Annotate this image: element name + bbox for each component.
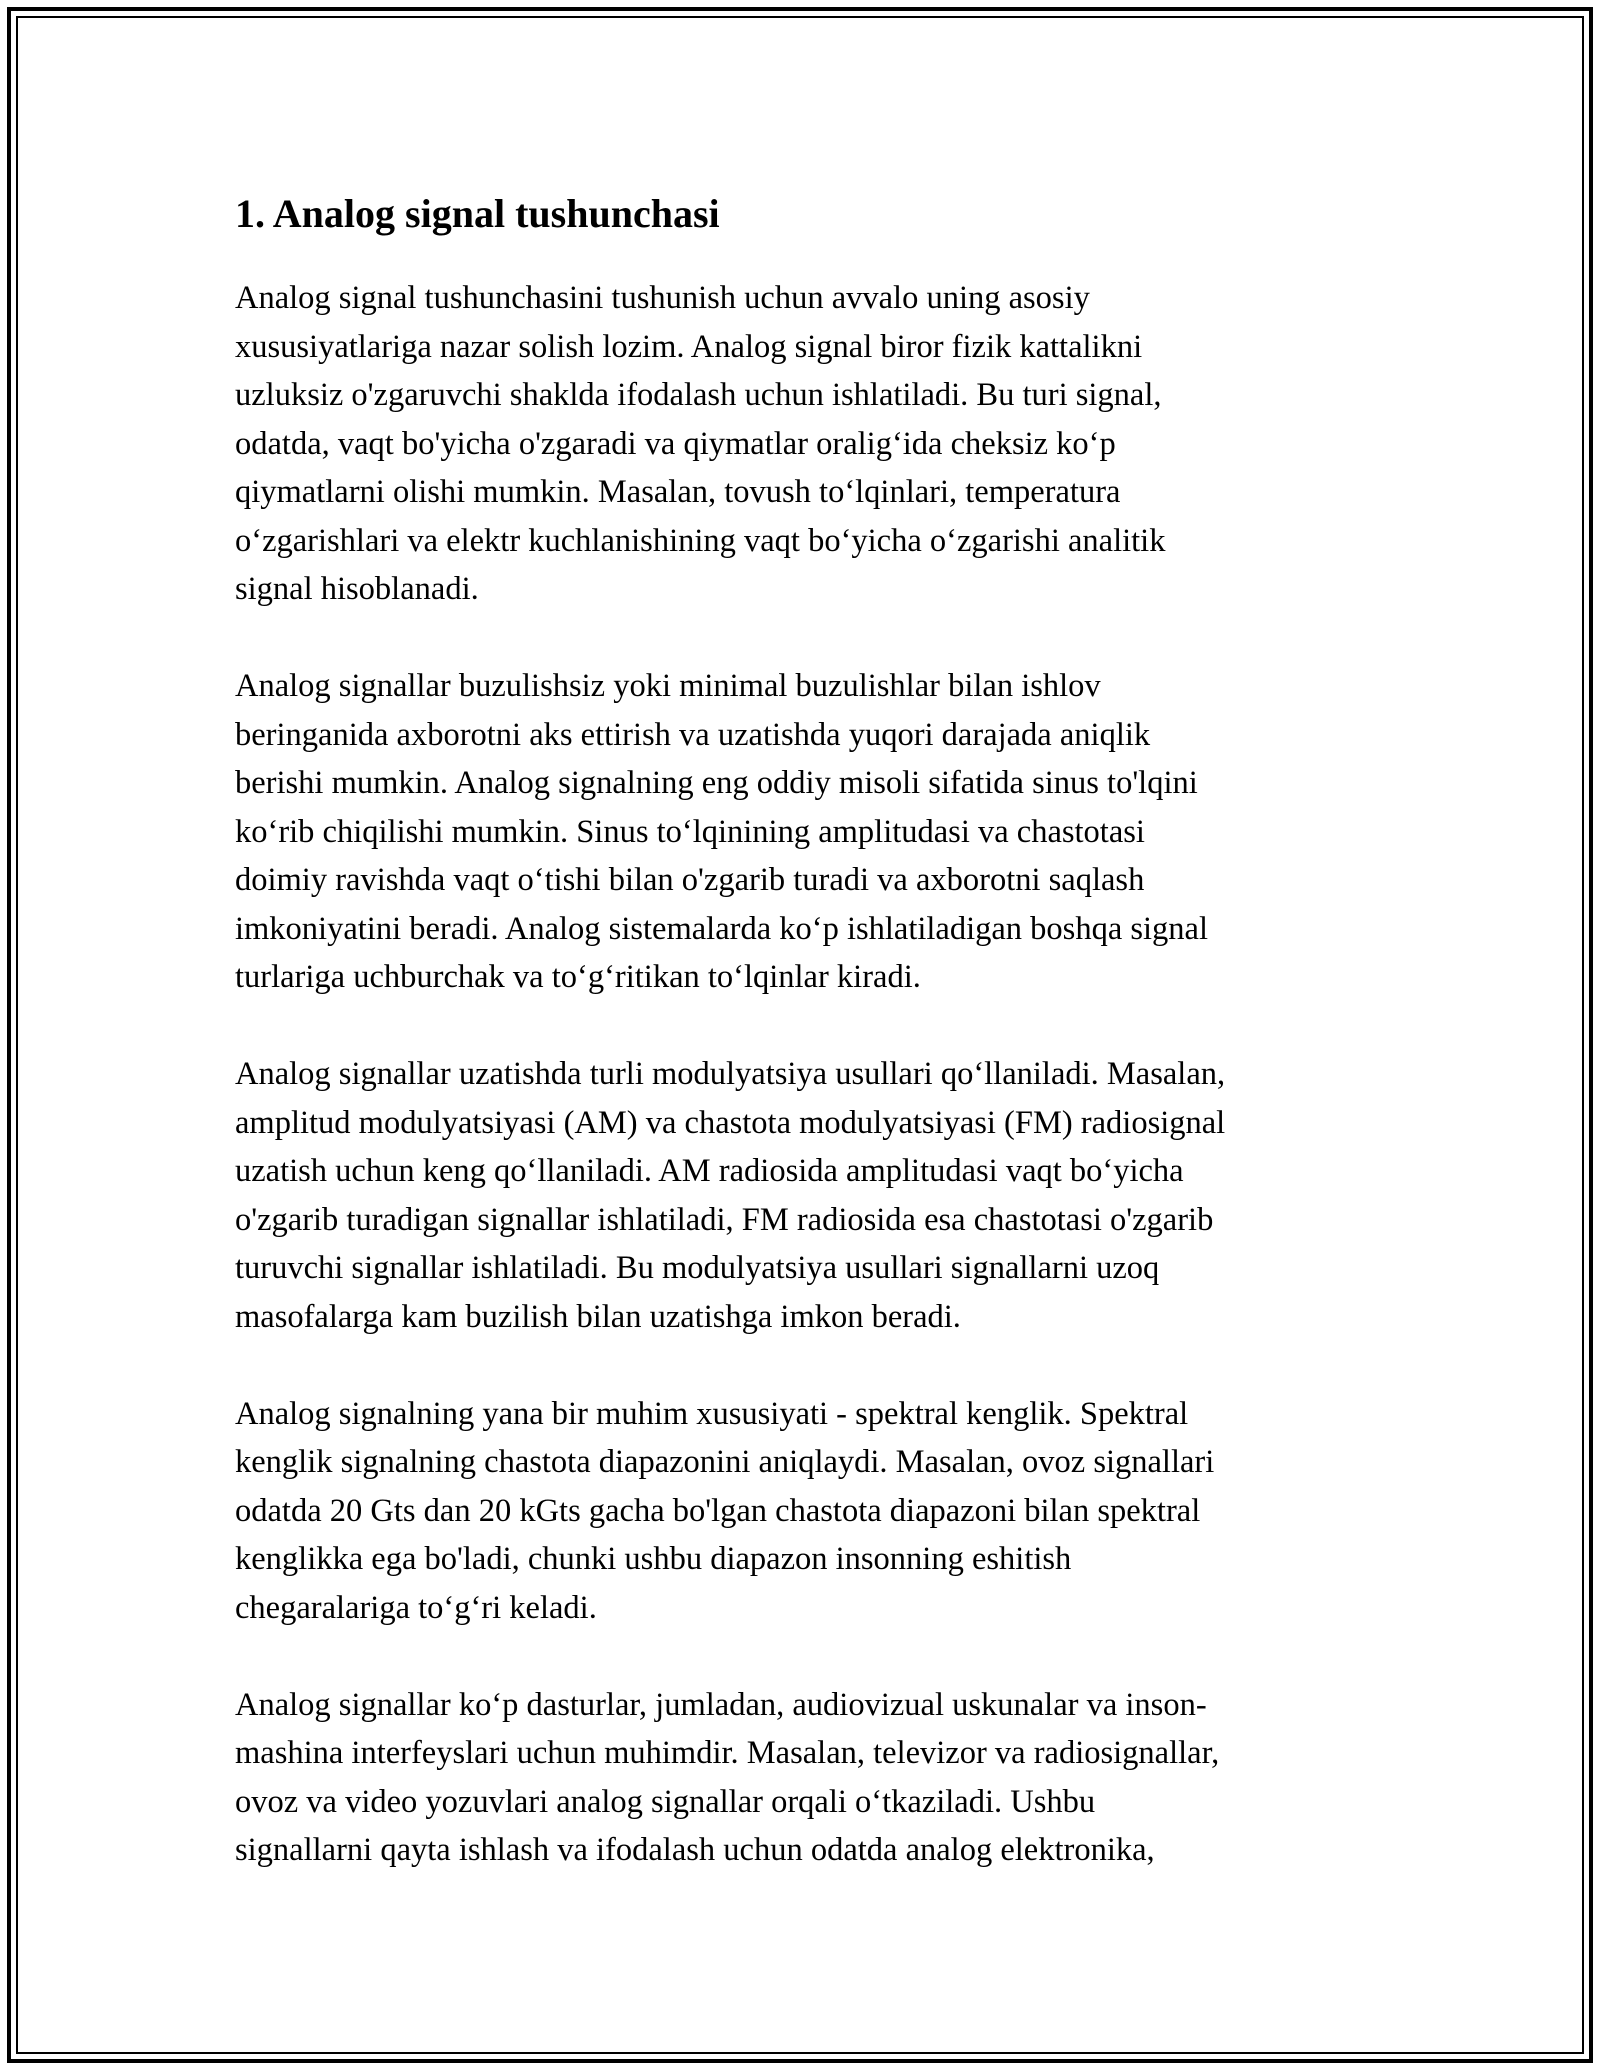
section-heading: 1. Analog signal tushunchasi [235,191,720,236]
paragraph-distortion: Analog signallar buzulishsiz yoki minimal buzulishlar bilan ishlov beringanida axborotni aks ettirish va uzatishda yuqori darajada aniqlik berishi mumkin. Analog signalning eng oddiy misoli sifatida sinus to'lqini ko‘rib chiqilishi mumkin. Sinus to‘lqinining amplitudasi va chastotasi doimiy ravishda vaqt o‘tishi bilan o'zgarib turadi va axborotni saqlash imkoniyatini beradi. Analog sistemalarda ko‘p ishlatiladigan boshqa signal turlariga uchburchak va to‘g‘ritikan to‘lqinlar kiradi. [235,668,1209,995]
paragraph-applications: Analog signallar ko‘p dasturlar, jumladan, audiovizual uskunalar va inson- mashina interfeyslari uchun muhimdir. Masalan, televizor va radiosignallar, ovoz va video yozuvlari analog signallar orqali o‘tkaziladi. Ushbu signallarni qayta ishlash va ifodalash uchun odatda analog elektronika, [235,1686,1220,1868]
paragraph-modulation: Analog signallar uzatishda turli modulyatsiya usullari qo‘llaniladi. Masalan, amplitud modulyatsiyasi (AM) va chastota modulyatsiyasi (FM) radiosignal uzatish uchun keng qo‘llaniladi. AM radiosida amplitudasi vaqt bo‘yicha o'zgarib turadigan signallar ishlatiladi, FM radiosida esa chastotasi o'zgarib turuvchi signallar ishlatiladi. Bu modulyatsiya usullari signallarni uzoq masofalarga kam buzilish bilan uzatishga imkon beradi. [235,1056,1226,1335]
paragraph-intro: Analog signal tushunchasini tushunish uchun avvalo uning asosiy xususiyatlariga nazar solish lozim. Analog signal biror fizik kattalikni uzluksiz o'zgaruvchi shaklda ifodalash uchun ishlatiladi. Bu turi signal, odatda, vaqt bo'yicha o'zgaradi va qiymatlar oralig‘ida cheksiz ko‘p qiymatlarni olishi mumkin. Masalan, tovush to‘lqinlari, temperatura o‘zgarishlari va elektr kuchlanishining vaqt bo‘yicha o‘zgarishi analitik signal hisoblanadi. [235,280,1166,607]
paragraph-spectral-width: Analog signalning yana bir muhim xususiyati - spektral kenglik. Spektral kenglik signalning chastota diapazonini aniqlaydi. Masalan, ovoz signallari odatda 20 Gts dan 20 kGts gacha bo'lgan chastota diapazoni bilan spektral kenglikka ega bo'ladi, chunki ushbu diapazon insonning eshitish chegaralariga to‘g‘ri keladi. [235,1395,1215,1626]
document-body [235,188,1370,1923]
